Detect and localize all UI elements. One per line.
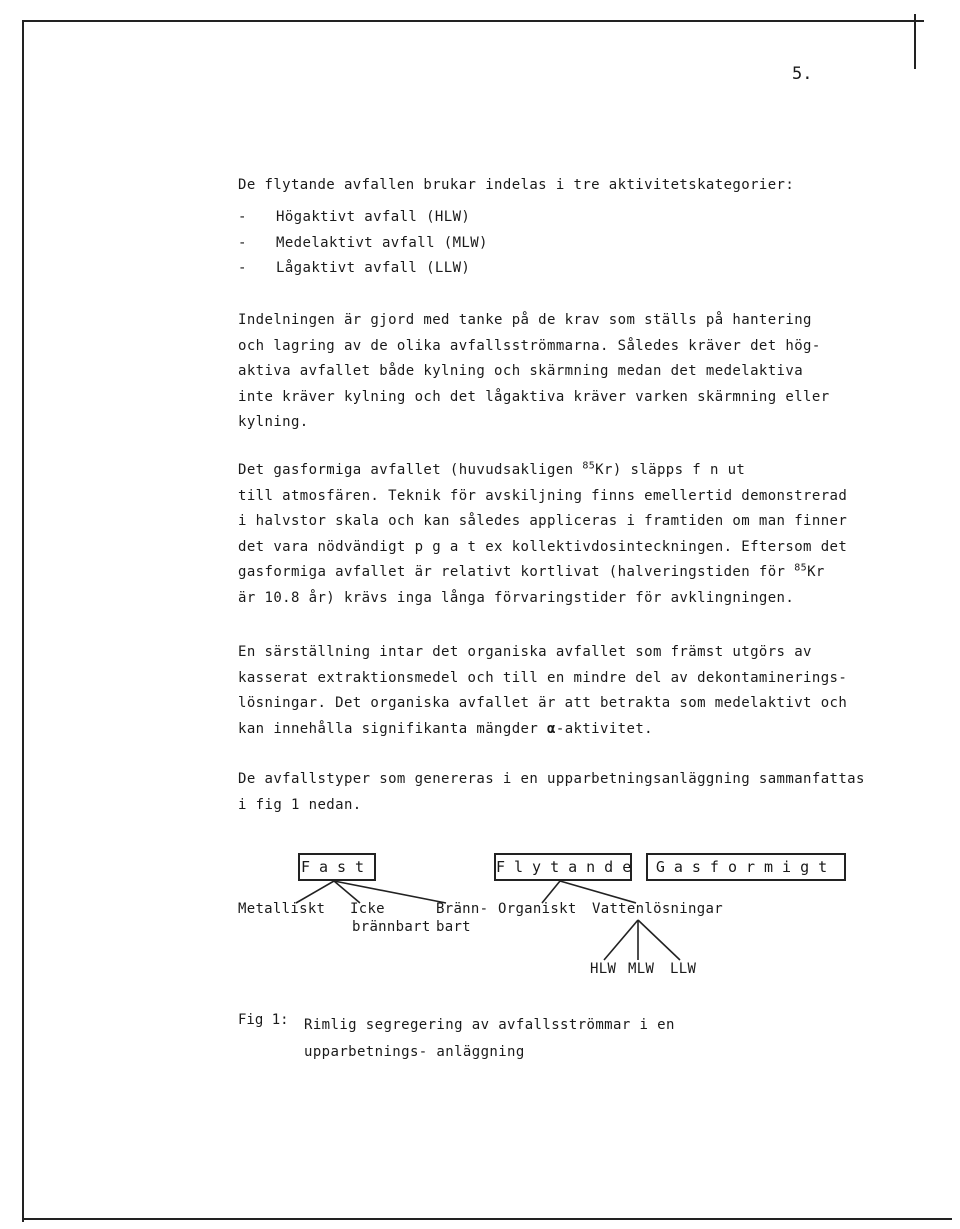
paragraph-line: kan innehålla signifikanta mängder α-aktivitet. — [238, 720, 653, 737]
box-flytande: Flytande — [494, 853, 632, 881]
paragraph-line: kasserat extraktionsmedel och till en mindre del av dekontaminerings- — [238, 669, 848, 686]
leaf-icke: Icke — [350, 901, 385, 917]
paragraph-line: det vara nödvändigt p g a t ex kollektivdosinteckningen. Eftersom det — [238, 538, 848, 555]
leaf-metalliskt: Metalliskt — [238, 901, 326, 917]
paragraph-line: är 10.8 år) krävs inga långa förvaringstider för avklingningen. — [238, 589, 795, 606]
box-gasformigt: Gasformigt — [646, 853, 846, 881]
paragraph-line: lösningar. Det organiska avfallet är att betrakta som medelaktivt och — [238, 695, 848, 711]
paragraph-line: i halvstor skala och kan således appliceras i framtiden om man finner — [238, 513, 848, 529]
connector-vatten-hlw — [604, 920, 638, 960]
paragraph-line: till atmosfären. Teknik för avskiljning finns emellertid demonstrerad — [238, 487, 848, 504]
paragraph-line: aktiva avfallet både kylning och skärmning medan det medelaktiva — [238, 363, 804, 379]
paragraph-line: Indelningen är gjord med tanke på de krav som ställs på hantering — [238, 312, 812, 328]
list-item: - Medelaktivt avfall (MLW) — [238, 234, 488, 251]
paragraph-line: Det gasformiga avfallet (huvudsakligen $^{85}$Kr) släpps f n ut — [238, 460, 746, 478]
box-fast: Fast — [298, 853, 376, 881]
paragraph-line: En särställning intar det organiska avfallet som främst utgörs av — [238, 644, 812, 660]
leaf-icke-line2: brännbart — [352, 919, 431, 935]
leaf-vattenlosningar: Vattenlösningar — [592, 901, 723, 917]
list-item: - Lågaktivt avfall (LLW) — [238, 260, 471, 276]
figure-number: Fig 1: — [238, 1012, 289, 1028]
leaf-hlw: HLW — [590, 961, 617, 977]
connector-vatten-llw — [638, 920, 680, 960]
intro-line: De flytande avfallen brukar indelas i tre aktivitetskategorier: — [238, 177, 795, 193]
paragraph-line: inte kräver kylning och det lågaktiva kräver varken skärmning eller — [238, 388, 830, 405]
leaf-brann-line2: bart — [436, 919, 471, 935]
paragraph-line: och lagring av de olika avfallsströmmarna. Således kräver det hög- — [238, 337, 821, 354]
list-item: - Högaktivt avfall (HLW) — [238, 209, 471, 225]
page-number: 5. — [792, 64, 813, 84]
leaf-llw: LLW — [670, 961, 697, 977]
leaf-brann: Bränn- — [436, 901, 489, 917]
figure-caption: Rimlig segregering av avfallsströmmar i en upparbetnings- anläggning — [304, 1017, 675, 1060]
leaf-mlw: MLW — [628, 961, 655, 977]
alpha-symbol: α — [547, 720, 556, 737]
paragraph-line: i fig 1 nedan. — [238, 796, 362, 813]
paragraph-line: kylning. — [238, 414, 309, 430]
paragraph-line: De avfallstyper som genereras i en upparbetningsanläggning sammanfattas — [238, 771, 865, 787]
leaf-organiskt: Organiskt — [498, 901, 577, 917]
paragraph-line: gasformiga avfallet är relativt kortlivat (halveringstiden för $^{85}$Kr — [238, 562, 825, 580]
